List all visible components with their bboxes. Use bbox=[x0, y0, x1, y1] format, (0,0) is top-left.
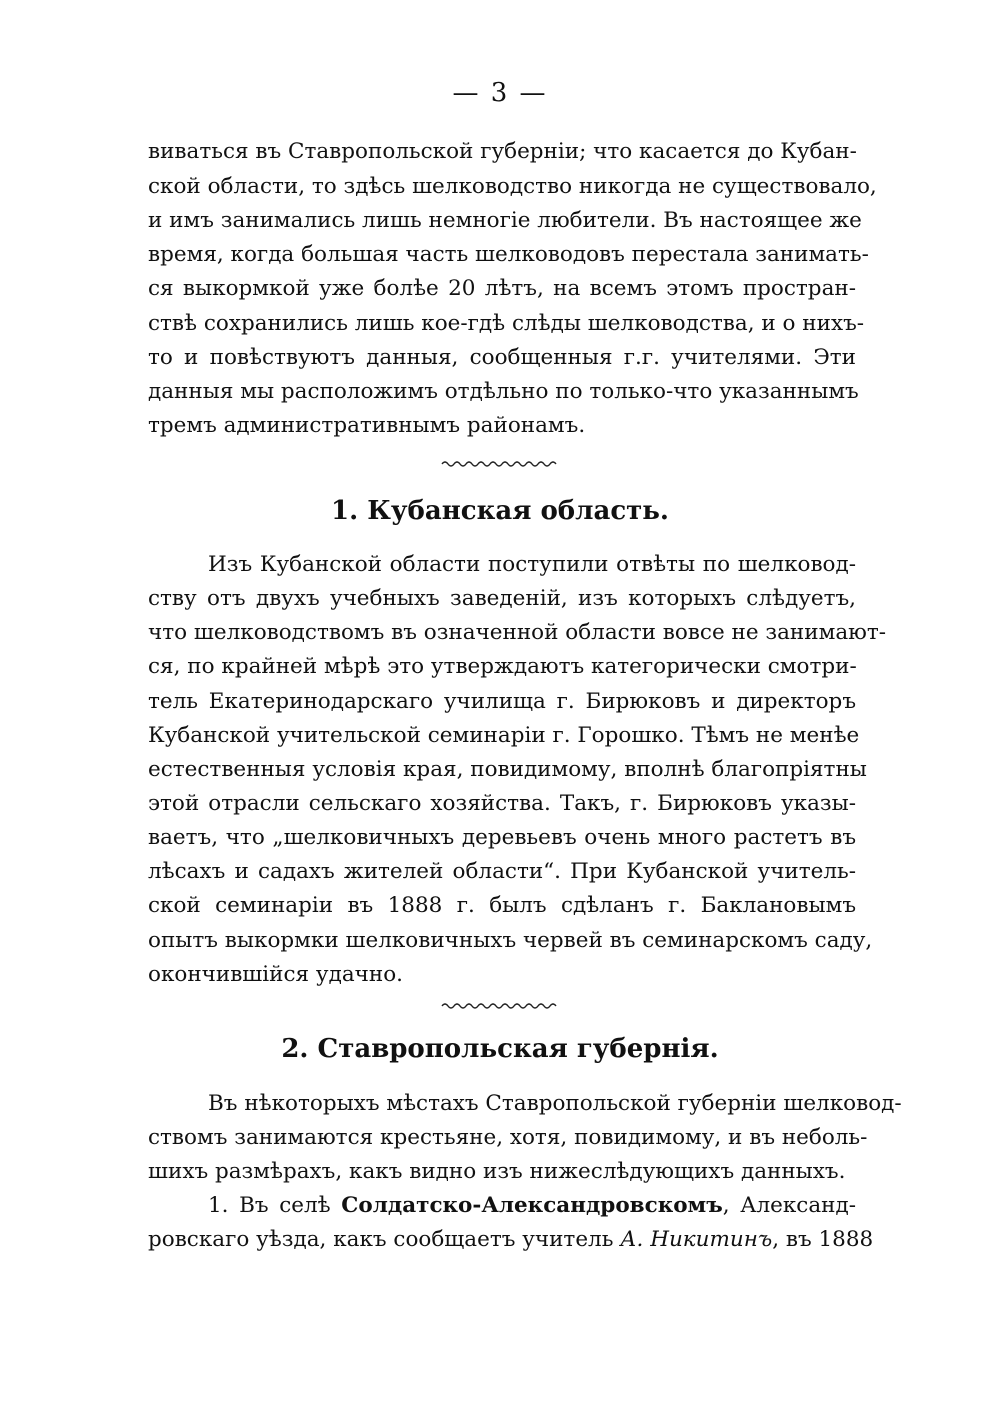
section-1-line: тель Екатеринодарскаго училища г. Бирюковъ и директоръ bbox=[148, 689, 856, 714]
section-2-line: Въ нѣкоторыхъ мѣстахъ Ставропольской губерніи шелковод- bbox=[208, 1091, 902, 1116]
intro-line: виваться въ Ставропольской губерніи; что касается до Кубан- bbox=[148, 139, 857, 164]
section-2-item-1-line-2 bbox=[148, 1223, 874, 1257]
section-1-line: ваетъ, что „шелковичныхъ деревьевъ очень много растетъ въ bbox=[148, 825, 856, 850]
section-1-line: лѣсахъ и садахъ жителей области“. При Кубанской учитель- bbox=[148, 859, 856, 884]
item-1-teacher: А. Никитинъ bbox=[620, 1227, 773, 1252]
item-1-after-place: , Александ- bbox=[722, 1193, 856, 1218]
section-1-line: ству отъ двухъ учебныхъ заведеній, изъ которыхъ слѣдуетъ, bbox=[148, 586, 856, 611]
section-1-line: Изъ Кубанской области поступили отвѣты по шелковод- bbox=[208, 552, 856, 577]
intro-line: то и повѣствуютъ данныя, сообщенныя г.г. учителями. Эти bbox=[148, 345, 856, 370]
section-2-line: шихъ размѣрахъ, какъ видно изъ нижеслѣдующихъ данныхъ. bbox=[148, 1159, 846, 1184]
section-1-line: что шелководствомъ въ означенной области вовсе не занимают- bbox=[148, 620, 887, 645]
item-1-prefix: 1. Въ селѣ bbox=[208, 1193, 342, 1218]
intro-line: ской области, то здѣсь шелководство никогда не существовало, bbox=[148, 174, 877, 199]
wavy-divider bbox=[440, 1001, 560, 1011]
section-1-line: ской семинаріи въ 1888 г. былъ сдѣланъ г. Баклановымъ bbox=[148, 893, 856, 918]
section-2-line: ствомъ занимаются крестьяне, хотя, повидимому, и въ неболь- bbox=[148, 1125, 868, 1150]
intro-line: ся выкормкой уже болѣе 20 лѣтъ, на всемъ этомъ простран- bbox=[148, 276, 856, 301]
item-1-place: Солдатско-Александровскомъ bbox=[341, 1193, 723, 1218]
intro-line: и имъ занимались лишь немногіе любители. Въ настоящее же bbox=[148, 208, 862, 233]
section-2-item-1-line-1 bbox=[208, 1189, 856, 1223]
section-1-line: естественныя условія края, повидимому, вполнѣ благопріятны bbox=[148, 757, 867, 782]
intro-line: время, когда большая часть шелководовъ перестала занимать- bbox=[148, 242, 869, 267]
item-1-line2-start: ровскаго уѣзда, какъ сообщаетъ учитель bbox=[148, 1227, 621, 1252]
section-1-title: 1. Кубанская область. bbox=[331, 496, 669, 526]
intro-line: ствѣ сохранились лишь кое-гдѣ слѣды шелководства, и о нихъ- bbox=[148, 311, 865, 336]
section-1-line: опытъ выкормки шелковичныхъ червей въ семинарскомъ саду, bbox=[148, 928, 873, 953]
item-1-line2-end: , въ 1888 bbox=[772, 1227, 874, 1252]
intro-line: данныя мы расположимъ отдѣльно по только-что указаннымъ bbox=[148, 379, 859, 404]
section-1-line: окончившійся удачно. bbox=[148, 962, 403, 987]
section-1-line: ся, по крайней мѣрѣ это утверждаютъ категорически смотри- bbox=[148, 654, 857, 679]
section-1-line: Кубанской учительской семинаріи г. Горошко. Тѣмъ не менѣе bbox=[148, 723, 860, 748]
wavy-divider bbox=[440, 459, 560, 469]
intro-line: тремъ административнымъ районамъ. bbox=[148, 413, 586, 438]
page-number: — 3 — bbox=[452, 78, 548, 108]
section-1-line: этой отрасли сельскаго хозяйства. Такъ, г. Бирюковъ указы- bbox=[148, 791, 856, 816]
section-2-title: 2. Ставропольская губернія. bbox=[281, 1034, 719, 1064]
